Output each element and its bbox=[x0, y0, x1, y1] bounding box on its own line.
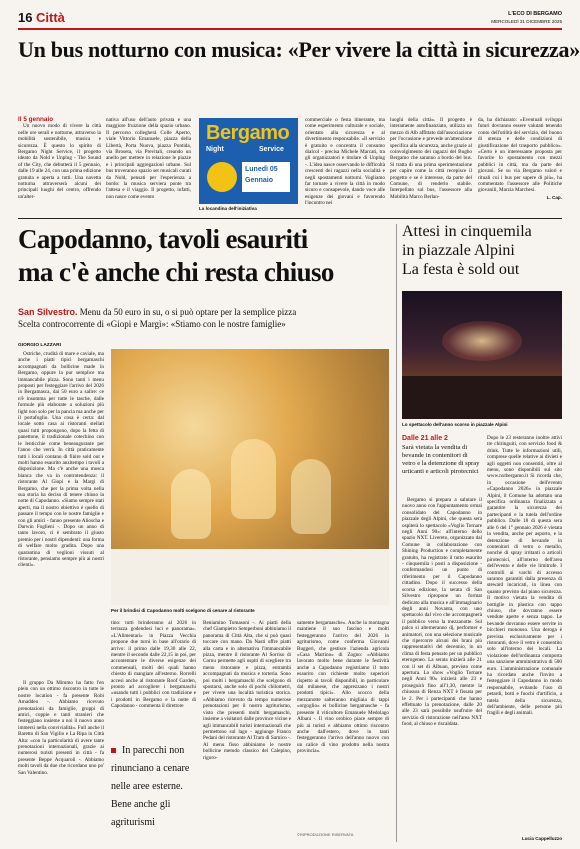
side-deck bbox=[402, 435, 482, 476]
main-text-3: tino: tutti brinderanno al 2026 in terrazza godendosi luci e panorama». «L'Alimentari» in Piazza Vecchia propone due turni in base all'orario di arrivo: il primo dalle 19,30 alle 22, mentre il secondo dalle 22,15 in poi, per accontentare le diverse esigenze dei commensali, molti dei quali hanno chiesto di mangiare all'esterno. Rorrelli accesi anche al ristorante Roof Garden, pronto ad accogliere i bergamaschi «usando tutti i pubblici con tradizione e i prodotti in Bergamo e la notte di Capodanno - commenta il direttore bbox=[111, 620, 196, 710]
main-deck-line-2: Scelta controcorrente di «Giopi e Margì»: «Stiamo con le nostre famiglie» bbox=[18, 319, 286, 329]
main-headline-line-1: Capodanno, tavoli esauriti bbox=[18, 224, 308, 254]
side-text-1: Bergamo si prepara a salutare il nuovo anno con l'appuntamento ormai consolidato del Capodanno in piazzale degli Alpini, che questa sera ospiterà lo spettacolo «Voglio Tornare negli Anni 90»: all'interno dello spazio NXT. Livereto, organizzato dal Comune in collaborazione con Shining Production e completamente gratuito, ha registrato il tutto esaurito - cinquemila i posti a disposizione - confermandosi un punto di riferimento per il Capodanno cittadino. Dopo il successo della scorsa edizione, la serata di San Silvestro ripropone un format dedicato alla musica e all'immaginario degli anni Novanta, con uno spettacolo dal vivo che accompagnerà il pubblico verso la mezzanotte. Sul palco si alterneranno dj, performer e animatori, con una selezione musicale che ripercorre alcuni dei brani più rappresentativi del decennio, in un clima di festa pensato per un pubblico eterogeneo. La serata inizierà alle 21 con il set di Albuan, previsto come apertura. Lo show «Voglio Tornare negli Anni 90» inizierà alle 23 e proseguirà fino all'1,30, mentre la chiusura di Renza NXT è fissata per le 2. Per i partecipanti che hanno effettuato la prenotazione, dalle 20 alle 23 sarà possibile usufruire del servizio di ristorazione nell'area NXT food, al chiuso e riscaldata. bbox=[402, 497, 482, 728]
main-kicker: San Silvestro. bbox=[18, 307, 78, 317]
poster-subtitle-2: Service bbox=[259, 146, 284, 153]
side-headline-line-1: Attesi in cinquemila bbox=[402, 223, 532, 240]
main-pullquote bbox=[111, 740, 196, 830]
glass-2 bbox=[231, 439, 276, 519]
table-area bbox=[111, 549, 389, 605]
page-header bbox=[18, 8, 562, 28]
main-text-2: Il gruppo Da Mimmo ha fatto l'en plein con un ottimo riscontro in tutte le nostre location - fa presente Robi Amaddeo -. Abbiamo ricevuto prenotazioni da famiglie, gruppi di amici, coppie e tanti stranieri che festeggiano insieme a noi il nuovo anno immersi nella convivialità». Full anche il Baretto di San Vigilio e La Ripa in Città Alta: «con la particolarità di avere tante prenotazioni internazionali, grazie ai numerosi turisti presenti in città - fa presente Beppe Acquaroli -. Abbiamo molti tavoli da due che ricordano uno po' San Valentino. bbox=[18, 680, 104, 776]
header-rule bbox=[18, 28, 562, 30]
top-story-byline: L. Cap. bbox=[546, 194, 562, 200]
poster-day: Lunedì 05 bbox=[245, 166, 278, 173]
glass-3 bbox=[291, 459, 331, 534]
main-photo bbox=[111, 349, 389, 605]
poster-title: Bergamo bbox=[206, 122, 290, 144]
main-photo-credit: ©RIPRODUZIONE RISERVATA bbox=[297, 832, 354, 837]
side-headline-line-2: in piazzale Alpini bbox=[402, 242, 515, 259]
main-byline: GIORGIO LAZZARI bbox=[18, 343, 61, 348]
side-byline: Lucia Cappelluzzo bbox=[521, 836, 562, 841]
side-col-2 bbox=[487, 435, 562, 833]
side-text-2: Dopo le 23 resteranno inoltre attivi tre chiringuiti, con servizio food & drink. Tutte le informazioni utili, comprese quelle relative ai divieti e agli oggetti non consentiti, oltre al menu, sono disponibili sul sito www.nxtbergamo.it Si ricorda che, in occasione dell'evento «Capodanno 2026» in piazzale Alpini, il Comune ha adottato una specifica ordinanza finalizzata a garantire la sicurezza dei partecipanti e la tutela dell'ordine pubblico. Dalle 18 di questa sera alle 6 del 1° gennaio 2026 è vietata la vendita, anche per asporto, e la detenzione di bevande in contenitori di vetro o metallo, nonché di spray irritanti o articoli pirotecnici, all'interno dell'area dell'evento e delle vie limitrofe. I controlli ai varchi di accesso saranno garantiti dalla presenza di steward incaricati, in linea con quanto previsto dal piano sicurezza. Il motivo vietata la vendita di bottiglie in plastica con tappo chiuso, che dovranno essere vendute aperte e senza tappo. Le bevande dovranno essere servite in bicchieri monouso. Una deroga è prevista esclusivamente per i ristoranti, dove il vetro è consentito solo all'interno dei locali. La violazione dell'ordinanza comporta una sanzione amministrativa di 500 euro. L'amministrazione comunale ha ricordato anche l'invito a festeggiare il Capodanno in modo responsabile, evitando l'uso di petardi, botti e fuochi d'artificio, a tutela della sicurezza, dell'ambiente, delle persone più fragili e degli animali. bbox=[487, 435, 562, 717]
top-story-headline: Un bus notturno con musica: «Per vivere la città in sicurezza» bbox=[18, 37, 580, 62]
main-col-2 bbox=[18, 680, 104, 840]
side-subhead: La festa è sold out bbox=[402, 261, 520, 278]
top-story-col-1 bbox=[18, 117, 101, 201]
side-story-headline bbox=[402, 222, 562, 279]
main-deck-line-1: Menu da 50 euro in su, o si può optare per la semplice pizza bbox=[79, 307, 297, 317]
pullquote-text: In parecchi non rinunciano a cenare nelle aree esterne. Bene anche gli agriturismi bbox=[111, 745, 190, 828]
top-story-text-5: da, ha dichiarato: «Eventuali sviluppi futuri dovranno essere valutati tenendo conto dell'utilità del servizio, del buono di utenza e delle condizioni di giustificazione del trasporto pubblico». «Certo è un interessante proposta per favorire lo spostamento con mezzi pubblici in città, ma da parte dei giovani. Se su via Bergamo valori e rituali cui i bus per sapere di più», ha commentato l'assessore alle Politiche giovanili, Marzia Marchesi. bbox=[478, 117, 562, 194]
top-story-text-1: Un nuovo modo di vivere la città nelle ore serali e notturne, attraverso la mobilità sostenibile, musica e sicurezza. È questo lo spirito di Bergamo Night Service, il progetto ideato da Nold e Unplug - The Sound of the City, che debutterà il 5 gennaio, dalle 19 alle 24, con una prima edizione gratuita e aperta a tutti. Una navetta notturna attraverserà alcuni dei principali luoghi del centro, offrendo un'alter- bbox=[18, 123, 101, 200]
top-story-col-3 bbox=[305, 117, 385, 208]
poster-image bbox=[199, 118, 298, 204]
poster-month: Gennaio bbox=[245, 177, 274, 184]
glass-1 bbox=[171, 469, 211, 539]
main-story-deck bbox=[18, 306, 388, 330]
newspaper-name: L'ECO DI BERGAMO bbox=[508, 11, 562, 17]
stage-lights bbox=[442, 321, 522, 361]
main-text-1: Ostriche, crudità di mare e caviale, ma anche i piatti tipici bergamaschi accompagnati da bollicine made in Bergamo, oppure la pur semplice ma immancabile pizza. Sono tanti i menu proposti per festeggiare l'arrivo del 2026 in Bergamasca, dai 50 euro a salire: ce n'è insomma per tutte le tasche, dalle formule più elaborate a soluzioni più light non solo per la pancia ma anche per il portafoglio. Una cosa è certa: dal locale sotto casa ai ristoranti stellati quasi tutti propongono, dopo la fetta di panettone, il tradizionale cotechino con le lenticchie come beneaugurante per l'anno che verrà. In città praticamente tutti i locali contano di finire sold out e molti hanno esaurito anzitempo i tavoli a disposizione. Ma c'è anche una mosca bianca che va in controtendenza: il ristorante Al Giopì e la Margì di Bergamo, che per la prima volta nella sua storia ha deciso di tenere chiuso la notte di Capodanno. «Siamo sempre stati aperti, ma il nostro obiettivo è quello di passare il tempo con le nostre famiglie e con gli amici - fanno presente Alioscha e Darwin Foglieni -. Dopo un anno di tanto lavoro, ci è sembrato il giusto premio per i nostri dipendenti: una forma di welfare molto gradita. Dopo una quarantina di veglioni vissuti al ristorante, pensiamo sempre più ai nostri clienti». bbox=[18, 351, 104, 569]
side-photo-caption: Lo spettacolo dell'anno scorso in piazzale Alpini bbox=[402, 422, 508, 427]
top-story-text-4: luoghi della città». Il progetto è interamente autofinanziato, utilizza un mezzo di Alb affittato dall'associazione per l'occasione e prevede un'attenzione specifica alla sicurezza, anche grazie al coinvolgimento dei ragazzi del Bugbo Bergamo che saranno a bordo del bus. Si tratta di una prima sperimentazione per capire come la città recepisce il progetto e se è interesse, da parte del Comune, di renderlo stabile. Interpellato sul bus, l'assessore alla Mobilità Marco Berlan- bbox=[390, 117, 472, 200]
poster-subtitle-1: Night bbox=[206, 146, 224, 153]
main-col-5 bbox=[297, 620, 389, 830]
section-name: Città bbox=[36, 10, 65, 25]
main-col-3 bbox=[111, 620, 196, 735]
main-photo-caption: Per il brindisi di Capodanno molti scelgono di cenare al ristorante bbox=[111, 608, 255, 613]
poster-caption: La locandina dell'iniziativa bbox=[199, 206, 257, 211]
section-divider bbox=[18, 218, 562, 219]
top-story-col-4 bbox=[390, 117, 472, 201]
issue-date: MERCOLEDÌ 31 DICEMBRE 2025 bbox=[491, 19, 562, 24]
crowd bbox=[402, 376, 562, 419]
side-kicker: Dalle 21 alle 2 bbox=[402, 435, 448, 442]
main-col-1 bbox=[18, 351, 104, 677]
poster-date-box bbox=[242, 162, 290, 192]
side-col-1 bbox=[402, 497, 482, 842]
poster-bus-illustration bbox=[207, 162, 237, 192]
column-separator bbox=[396, 224, 397, 842]
top-story-col-2 bbox=[106, 117, 191, 201]
page-number: 16 bbox=[18, 10, 33, 25]
top-story-dateline: Il 5 gennaio bbox=[18, 116, 54, 123]
main-col-4 bbox=[203, 620, 291, 835]
main-text-4: Beniamino Tomasoni -. Ai piatti della chef Giampietro Semperboni abbiniamo il panorama di Città Alta, che si può quasi toccare con mano. Da Nasti offre piatti alla carta e in alternativa l'immancabile pizza, mentre il ristorante Al Sorriso di Cornu permette agli ospiti di scegliere tra menu ristorante e pizza, entrambi accompagnati da musica e torteria. Sono poi molti i bergamaschi che scelgono di spostarsi, anche solo di pochi chilometri, per vivere una località turistica storica. «Abbiamo ricevuto da tempo numerose prenotazioni per il nostro agriturismo, visto che presenti molti bergamaschi, insieme a visitatori dalle province vicine e agli immancabili turisti internazionali che permettono sul lago - aggiunge Franco Pedani del ristorante Al Tram di Sarnico -. Al menu fisso abbiniamo le nostre bollicine metodo classico del Calepino, rigoro- bbox=[203, 620, 291, 761]
top-story-text-2: nativa all'uso dell'auto privata e una maggiore fruizione della spazio urbano. Il percorso collegherà Colle Aperto, viale Vittorio Emanuele, piazza della Libertà, Porta Nuova, piazza Pontida, via Broseta, via Previtali, creando un anello per mettere in relazione le piazze e i principali aggregazioni urbane. Sul bus troveranno spazio set musicali curati da Nold, pensati per l'esperienza a bordo: la musica serviera ponte tra l'attesa e il viaggio. Il progetto, infatti, non nasce come evento bbox=[106, 117, 191, 200]
top-story-col-5 bbox=[478, 117, 562, 201]
side-photo bbox=[402, 291, 562, 419]
pullquote-icon bbox=[111, 748, 116, 753]
main-story-headline bbox=[18, 223, 388, 289]
main-text-5: samente bergamasche». Anche la montagna mantiene il suo fascino e molti festeggeranno l'arrivo del 2026 in agriturismo, come conferma Giovanni Ruggeri, che gestisce l'azienda agricola «Casa Martino» di Zogno: «Abbiamo lavorato molto bene durante le festività anche a Capodanno registriamo il tutto esaurito con richieste molto superiori rispetto ai tavoli disponibili, in particolare dal milanese, che apprezzano i nostri prodotti tipici». Allo scocco della mezzanotte salteranno migliaia di tappi «orgoglio» ei bollicine bergamasche - fa presente il viticoltore Emanuele Medolago Albani -. Il vino orobico piace sempre di più ai turisti e abbiamo ottimo riscontro anche dall'estero, dove in tanti festeggeranno l'arrivo dell'anno nuovo con un calice di vino prodotto nella nostra provincia». bbox=[297, 620, 389, 755]
side-deck-text: Sarà vietata la vendita di bevande in contenitori di vetro e la detenzione di spray urticanti e articoli pirotecnici bbox=[402, 444, 480, 475]
top-story-text-3: commerciale o festa itinerante, ma come esperimento culturale e sociale, orientato alla sicurezza e al divertimento responsabile. «Il servizio è gratuito e concentra il consumo dialcol - precisa Michele Marcati, tra gli organizzatori e titolare di Unplug -. L'idea nasce osservando le difficoltà crescenti dei ragazzi nella socialità e negli spostamenti notturni. Vogliamo far tornare a vivere la città in modo sicuro e consapevole, dando voce alle esigenze dei giovani e favorendo l'incontro nei bbox=[305, 117, 385, 207]
main-headline-line-2: ma c'è anche chi resta chiuso bbox=[18, 257, 334, 287]
